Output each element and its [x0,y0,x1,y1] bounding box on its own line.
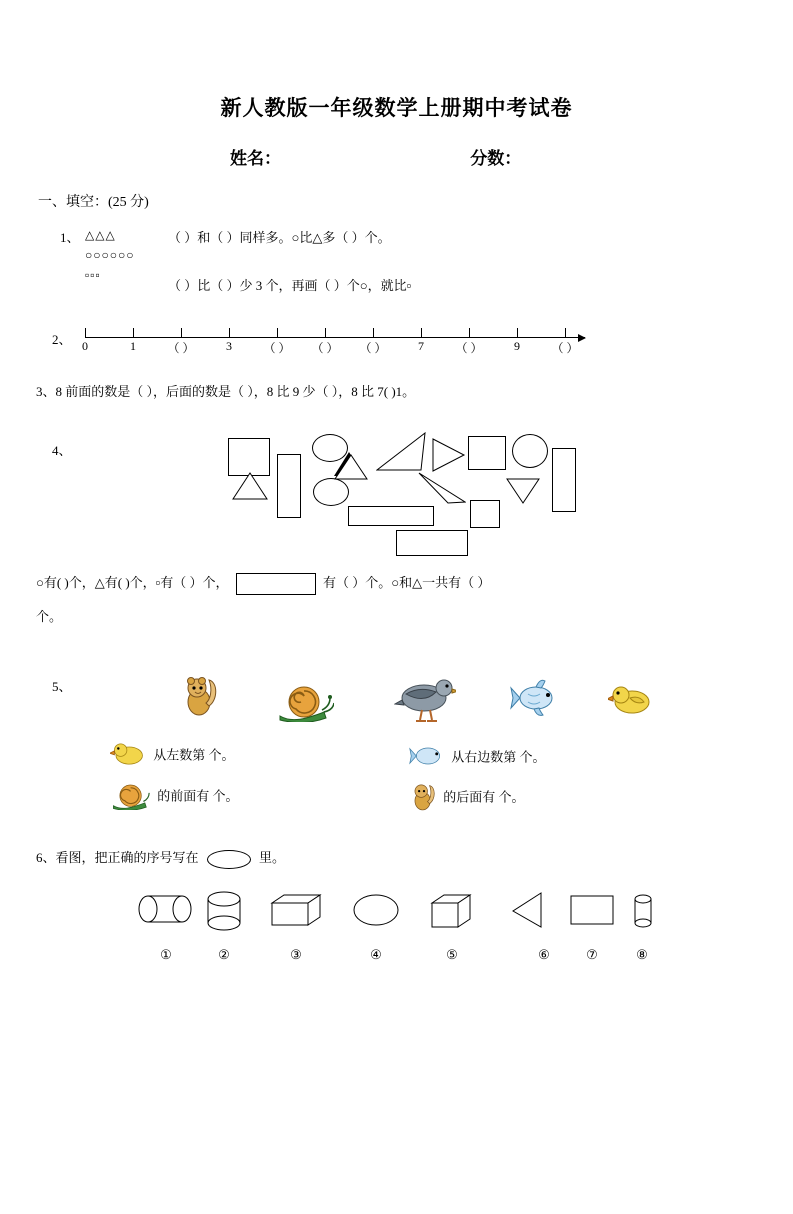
rectangle-shape [348,506,434,526]
duck-icon [608,682,658,718]
q5-label: 5、 [52,679,72,694]
q5-line-2-text: 从右边数第 个。 [451,749,546,765]
option-number: ⑥ [538,946,550,962]
q5-line-2 [408,740,546,772]
pigeon-icon [394,672,456,726]
square-shape [470,500,500,528]
tick-label: 1 [130,339,136,353]
name-label: 姓名： [230,149,281,168]
q5-line-3-text: 的前面有 个。 [157,788,239,804]
q6-head-after: 里。 [259,850,286,865]
q5-line-1 [110,740,235,768]
cylinder-small-shape [630,893,656,929]
circle-shape [512,434,548,468]
q4-line2: 有（ ）个。○和△一共有（ ） [323,575,491,590]
question-6 [0,847,793,969]
section-1-heading: 一、填空：(25 分) [38,195,149,210]
q5-line-1-text: 从左数第 个。 [153,747,235,763]
cylinder-horizontal-shape [138,893,192,927]
option-number: ① [160,946,172,962]
q1-label: 1、 [60,230,80,245]
option-number: ② [218,946,230,962]
inline-rectangle-shape [236,573,316,595]
sphere-shape [352,893,400,927]
q1-line-a: （ ）和（ ）同样多。○比△多（ ）个。 [168,230,391,245]
q2-number-line [82,313,585,356]
question-5 [0,672,793,837]
triangle-shape [506,478,540,504]
triangle-shape [376,432,426,472]
triangle-shape [512,891,544,929]
rectangle-shape [552,448,576,512]
tick-label: （ ） [311,341,339,355]
square-shape [468,436,506,470]
q6-solids-row [0,885,793,947]
q6-heading [0,847,793,869]
triangle-shape [418,472,466,504]
q4-line1: ○有( )个，△有( )个，▫有（ ）个， [36,575,229,590]
tick-label: （ ） [167,341,195,355]
fish-icon [510,676,562,720]
question-3: 3、8 前面的数是（ ），后面的数是（ ），8 比 9 少（ ），8 比 7( )1。 [36,384,416,399]
q4-label: 4、 [52,443,72,458]
tick-label: （ ） [359,341,387,355]
option-number: ③ [290,946,302,962]
q1-triangle-row: △△△ [85,228,116,242]
number-line-labels [82,338,585,356]
tick-label: （ ） [455,341,483,355]
duck-icon [110,740,150,768]
squirrel-icon [408,780,440,812]
tick-label: 7 [418,339,424,353]
score-label: 分数： [470,149,522,168]
rectangle-shape [396,530,468,556]
q1-line-b: （ ）比（ ）少 3 个，再画（ ）个○，就比▫ [168,278,412,293]
page-title: 新人教版一年级数学上册期中考试卷 [220,96,573,120]
name-score-row [0,144,793,169]
option-number: ⑦ [586,946,598,962]
exam-page [0,92,793,1214]
squirrel-icon [182,672,220,718]
square-shape [228,438,270,476]
snail-icon [278,680,334,722]
q5-animal-row [110,672,670,730]
q1-circle-row: ○○○○○○ [85,248,135,262]
q6-number-labels [0,947,793,969]
rectangle-shape [277,454,301,518]
tick-label: 0 [82,339,88,353]
question-2 [0,307,793,365]
fish-icon [408,740,448,772]
q1-shape-rows [85,225,135,285]
q2-label: 2、 [52,332,72,347]
option-number: ④ [370,946,382,962]
q1-square-row: ▫▫▫ [85,268,101,282]
q5-line-4-text: 的后面有 个。 [443,789,525,805]
tick-label: （ ） [263,341,291,355]
q6-head-before: 6、看图，把正确的序号写在 [36,850,199,865]
cube-shape [430,893,476,929]
snail-icon [110,780,154,810]
option-number: ⑤ [446,946,458,962]
tick-label: （ ） [551,341,579,355]
triangle-shape [232,472,268,500]
cuboid-shape [270,893,324,929]
number-line-axis [85,313,585,338]
q5-line-4 [408,780,525,812]
question-4-text [0,568,793,632]
q5-line-3 [110,780,239,810]
q4-line3: 个。 [36,609,63,624]
circle-shape [313,478,349,506]
ellipse-shape [207,850,251,869]
triangle-shape [334,454,368,480]
triangle-shape [432,438,466,472]
question-1 [0,225,793,303]
option-number: ⑧ [636,946,648,962]
cylinder-vertical-shape [202,891,246,931]
question-4-figures [0,430,793,560]
tick-label: 9 [514,339,520,353]
square-shape [570,895,614,925]
tick-label: 3 [226,339,232,353]
